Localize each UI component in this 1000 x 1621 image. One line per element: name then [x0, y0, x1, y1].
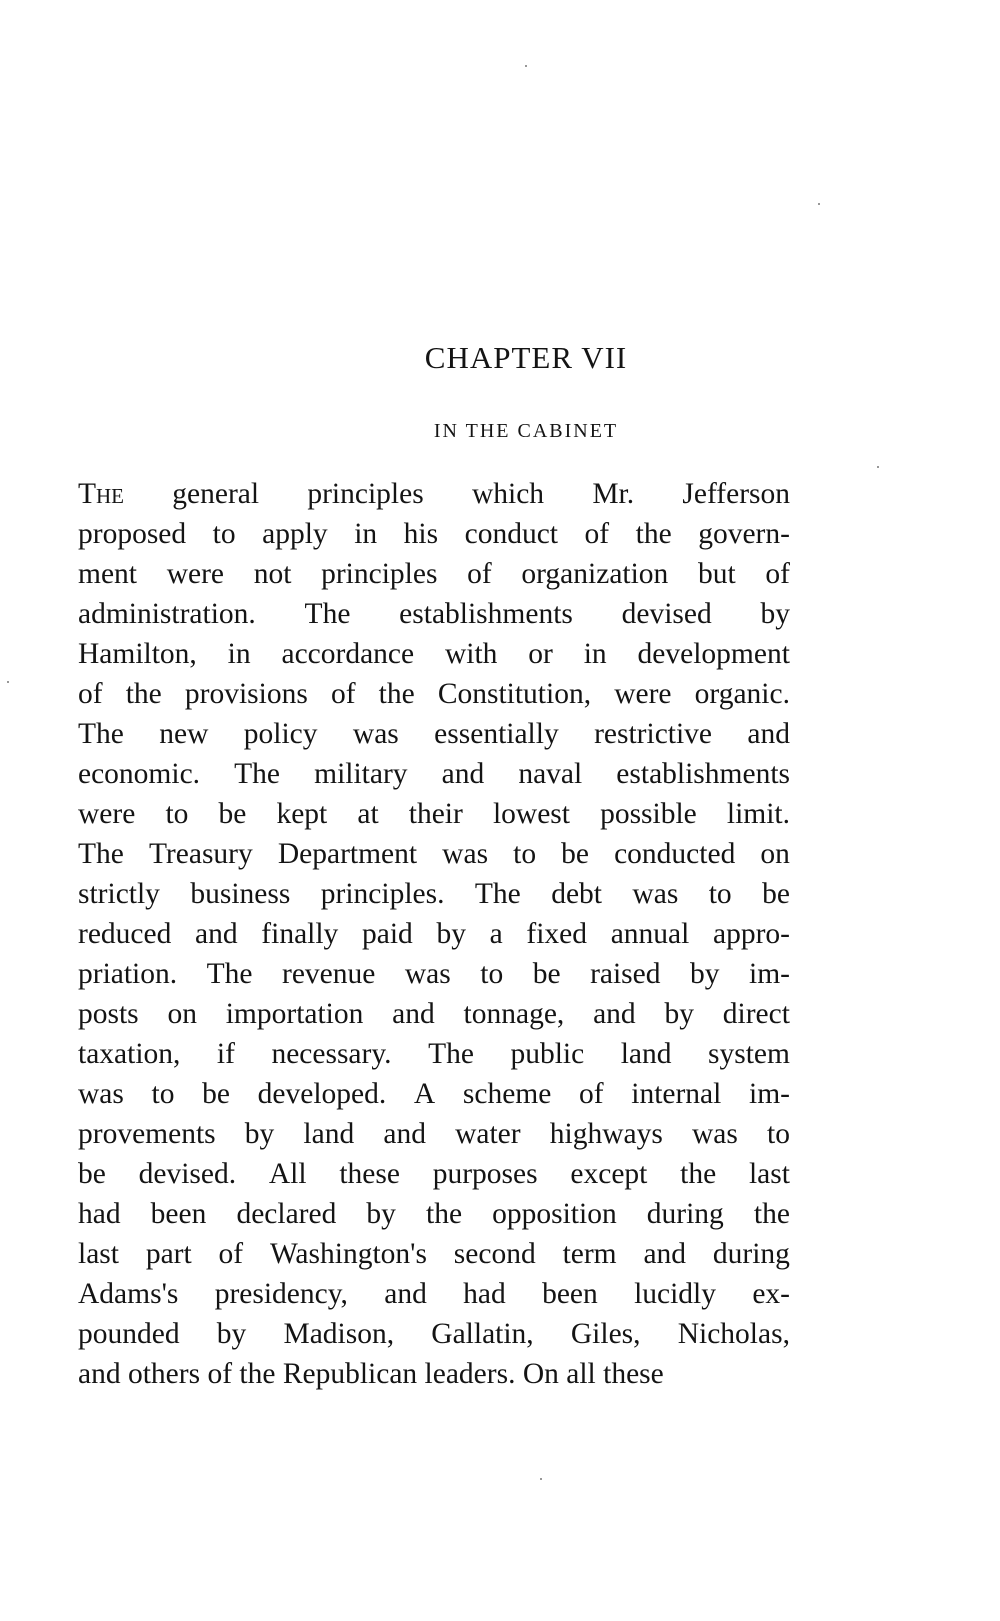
word: Department	[277, 838, 418, 870]
word: possible	[600, 798, 697, 830]
word: organic.	[694, 678, 790, 710]
word: a	[489, 918, 503, 950]
word: necessary.	[271, 1038, 392, 1070]
word: by	[760, 598, 790, 630]
word: declared	[236, 1198, 337, 1230]
word: restrictive	[594, 718, 713, 750]
word: to	[767, 1118, 790, 1150]
text-line	[78, 594, 790, 634]
word: last	[78, 1238, 119, 1270]
text-line	[78, 1114, 790, 1154]
word: term	[562, 1238, 617, 1270]
word: raised	[590, 958, 661, 990]
word: by	[366, 1198, 396, 1230]
word: at	[357, 798, 379, 830]
word: strictly	[78, 878, 160, 910]
word: annual	[610, 918, 690, 950]
word: devised	[621, 598, 712, 630]
word: priation.	[78, 958, 178, 990]
word: land	[303, 1118, 355, 1150]
print-speck	[525, 65, 527, 67]
word: appro-	[713, 918, 790, 950]
word: paid	[361, 918, 413, 950]
word: not	[253, 558, 292, 590]
word: by	[244, 1118, 275, 1150]
word: govern-	[698, 518, 790, 550]
word: been	[542, 1278, 598, 1310]
body-paragraph	[78, 474, 790, 1394]
text-line	[78, 1314, 790, 1354]
text-line	[78, 634, 790, 674]
word: be	[218, 798, 247, 830]
word: to	[151, 1078, 175, 1110]
word: im-	[749, 958, 790, 990]
text-line	[78, 474, 790, 514]
word: to	[513, 838, 537, 870]
word: all	[566, 1358, 596, 1390]
word: developed.	[257, 1078, 387, 1110]
word: conduct	[464, 518, 559, 550]
chapter-title: IN THE CABINET	[433, 420, 619, 442]
text-line	[78, 714, 790, 754]
text-line	[78, 554, 790, 594]
word: been	[150, 1198, 207, 1230]
word: to	[708, 878, 732, 910]
word: internal	[631, 1078, 722, 1110]
text-line	[78, 674, 790, 714]
word: these	[603, 1358, 664, 1390]
text-line	[78, 754, 790, 794]
word: second	[453, 1238, 536, 1270]
word: last	[748, 1158, 790, 1190]
word: The	[206, 958, 253, 990]
word: was	[632, 878, 679, 910]
word: policy	[243, 718, 318, 750]
word: The	[78, 478, 125, 510]
word: kept	[276, 798, 328, 830]
word: development	[637, 638, 790, 670]
word: The	[78, 718, 124, 750]
word: be	[202, 1078, 230, 1110]
word: on	[167, 998, 197, 1030]
word: ment	[78, 558, 137, 590]
word: and	[392, 998, 435, 1030]
word: and	[643, 1238, 687, 1270]
word: except	[570, 1158, 648, 1190]
word: the	[680, 1158, 717, 1190]
word: public	[510, 1038, 585, 1070]
word: accordance	[281, 638, 415, 670]
word: highways	[549, 1118, 663, 1150]
word: The	[474, 878, 521, 910]
word: posts	[78, 998, 139, 1030]
word: the	[426, 1198, 463, 1230]
word: Jefferson	[682, 478, 790, 510]
word: leaders.	[424, 1358, 516, 1390]
word: conducted	[614, 838, 736, 870]
word: and	[441, 758, 485, 790]
word: the	[378, 678, 415, 710]
word: im-	[749, 1078, 790, 1110]
word: importation	[225, 998, 364, 1030]
word: the	[239, 1358, 276, 1390]
chapter-number: CHAPTER VII	[424, 340, 628, 375]
word: was	[352, 718, 399, 750]
word: in	[354, 518, 378, 550]
word: naval	[518, 758, 583, 790]
text-line	[78, 1034, 790, 1074]
text-line	[78, 1234, 790, 1274]
word: on	[760, 838, 790, 870]
word: scheme	[462, 1078, 552, 1110]
word: but	[698, 558, 736, 590]
word: of	[584, 518, 610, 550]
word: establishments	[399, 598, 573, 630]
word: On	[522, 1358, 559, 1390]
word: be	[561, 838, 590, 870]
text-line	[78, 914, 790, 954]
word: new	[159, 718, 209, 750]
word: Mr.	[592, 478, 635, 510]
word: ex-	[752, 1278, 790, 1310]
word: was	[78, 1078, 124, 1110]
word: his	[403, 518, 439, 550]
word: by	[216, 1318, 247, 1350]
word: and	[384, 1278, 427, 1310]
print-speck	[540, 1478, 542, 1480]
word: All	[268, 1158, 307, 1190]
word: in	[583, 638, 607, 670]
word: Giles,	[570, 1318, 641, 1350]
word: was	[691, 1118, 738, 1150]
word: The	[304, 598, 351, 630]
word: lucidly	[634, 1278, 716, 1310]
word: of	[467, 558, 492, 590]
word: of	[579, 1078, 604, 1110]
word: to	[165, 798, 189, 830]
word: their	[408, 798, 463, 830]
print-speck	[877, 466, 879, 468]
text-line	[78, 1274, 790, 1314]
word: The	[234, 758, 281, 790]
word: and	[747, 718, 790, 750]
text-line	[78, 834, 790, 874]
word: essentially	[434, 718, 559, 750]
word: was	[442, 838, 489, 870]
word: military	[314, 758, 408, 790]
word: principles.	[320, 878, 445, 910]
word: debt	[551, 878, 602, 910]
word: pounded	[78, 1318, 180, 1350]
word: general	[172, 478, 260, 510]
text-line	[78, 514, 790, 554]
word: Hamilton,	[78, 638, 197, 670]
word: land	[620, 1038, 672, 1070]
word: to	[480, 958, 504, 990]
word: The	[428, 1038, 474, 1070]
word: with	[444, 638, 498, 670]
word: devised.	[138, 1158, 237, 1190]
word: be	[762, 878, 790, 910]
word: system	[707, 1038, 790, 1070]
word: presidency,	[214, 1278, 348, 1310]
word: Constitution,	[437, 678, 592, 710]
word: were	[166, 558, 225, 590]
word: or	[528, 638, 553, 670]
word: The	[78, 838, 124, 870]
word: and	[78, 1358, 121, 1390]
word: Gallatin,	[431, 1318, 534, 1350]
word: direct	[722, 998, 790, 1030]
word: purposes	[432, 1158, 538, 1190]
word: during	[646, 1198, 724, 1230]
word: organization	[521, 558, 669, 590]
word: and	[593, 998, 636, 1030]
word: and	[195, 918, 238, 950]
word: by	[690, 958, 720, 990]
word: were	[78, 798, 136, 830]
word: of	[78, 678, 103, 710]
word: and	[383, 1118, 426, 1150]
word: which	[471, 478, 545, 510]
word: these	[339, 1158, 400, 1190]
text-line	[78, 994, 790, 1034]
word: reduced	[78, 918, 172, 950]
text-line	[78, 1074, 790, 1114]
word: was	[404, 958, 451, 990]
print-speck	[7, 681, 9, 683]
word: principles	[321, 558, 438, 590]
word: Washington's	[269, 1238, 427, 1270]
text-line	[78, 1154, 790, 1194]
word: the	[125, 678, 162, 710]
text-line	[78, 1194, 790, 1234]
word: in	[227, 638, 251, 670]
word: Adams's	[78, 1278, 179, 1310]
word: to	[212, 518, 236, 550]
word: principles	[307, 478, 424, 510]
word: of	[765, 558, 790, 590]
word: proposed	[78, 518, 187, 550]
word: Nicholas,	[677, 1318, 790, 1350]
word: limit.	[726, 798, 790, 830]
word: were	[614, 678, 672, 710]
word: of	[207, 1358, 233, 1390]
word: revenue	[282, 958, 376, 990]
word: water	[455, 1118, 521, 1150]
text-line	[78, 954, 790, 994]
word: provisions	[184, 678, 308, 710]
word: had	[463, 1278, 506, 1310]
word: apply	[262, 518, 328, 550]
word: others	[127, 1358, 201, 1390]
word: the	[635, 518, 672, 550]
word: finally	[261, 918, 339, 950]
word: be	[532, 958, 561, 990]
word: economic.	[78, 758, 201, 790]
word: Treasury	[148, 838, 253, 870]
word: Madison,	[283, 1318, 395, 1350]
word: establishments	[616, 758, 790, 790]
word: administration.	[78, 598, 256, 630]
word: during	[712, 1238, 790, 1270]
word: provements	[78, 1118, 216, 1150]
text-line	[78, 794, 790, 834]
word: be	[78, 1158, 106, 1190]
word: if	[216, 1038, 235, 1070]
word: of	[330, 678, 356, 710]
word: opposition	[492, 1198, 617, 1230]
word: business	[190, 878, 291, 910]
word: the	[753, 1198, 790, 1230]
word: had	[78, 1198, 121, 1230]
word: taxation,	[78, 1038, 181, 1070]
print-speck	[818, 203, 820, 205]
word: fixed	[526, 918, 588, 950]
word: Republican	[282, 1358, 418, 1390]
word: A	[413, 1078, 436, 1110]
word: tonnage,	[463, 998, 565, 1030]
word: by	[664, 998, 694, 1030]
text-line	[78, 1354, 790, 1394]
word: by	[436, 918, 466, 950]
word: lowest	[492, 798, 570, 830]
word: of	[218, 1238, 244, 1270]
text-line	[78, 874, 790, 914]
word: part	[145, 1238, 192, 1270]
